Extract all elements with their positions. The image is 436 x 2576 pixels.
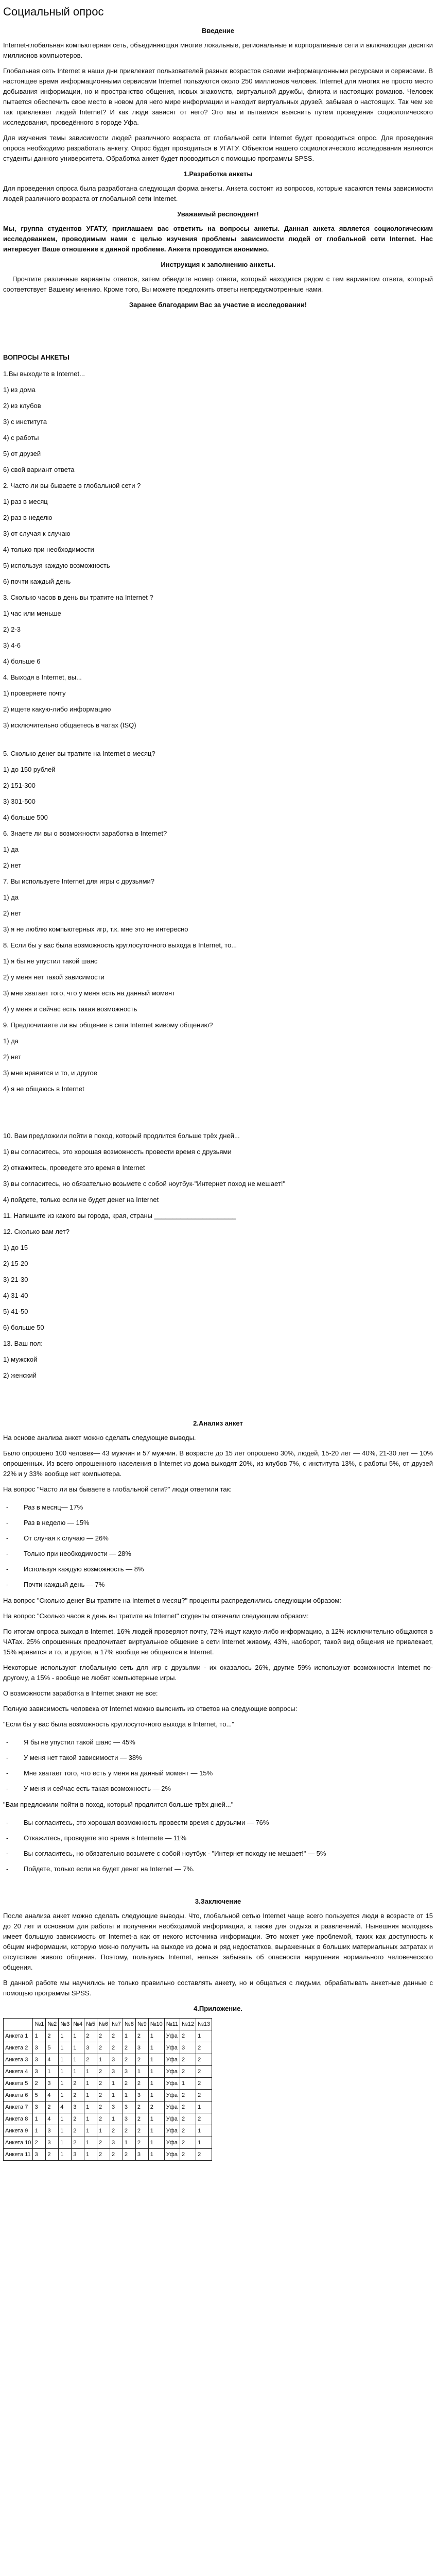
question-line: 4) больше 500 <box>3 814 48 821</box>
question-line: 3) я не люблю компьютерных игр, т.к. мне это не интересно <box>3 925 188 933</box>
question-line: 1) из дома <box>3 386 36 394</box>
bullet-item: - Раз в неделю — 15% <box>3 1515 433 1531</box>
intro-paragraph: Глобальная сеть Internet в наши дни привлекает пользователей разных возрастов своими информационными ресурсами и сервисами. В настоящее время информационными сервисами Internet пользуются около 250 миллионов человек. Internet для многих не просто место добывания информации, но и пространство общения, новых знакомств, виртуальной дружбы, флирта и настоящих романов. Человек пытается обеспечить свое место в новом для него мире информации и находит виртуальных друзей, забывая о настоящих. Так чем же так привлекает людей Internet? И как люди зависят от него? Это мы и пытаемся выяснить путем проведения социологического исследования, проведённого в городе Уфа. <box>3 67 433 126</box>
table-cell: 3 <box>110 2066 123 2078</box>
table-header-cell: №6 <box>97 2019 110 2030</box>
question-line: 3) 301-500 <box>3 798 36 805</box>
question-line: 1) час или меньше <box>3 609 61 617</box>
table-cell: 3 <box>135 2149 148 2161</box>
table-cell: Анкета 8 <box>4 2113 33 2125</box>
table-header-cell: №8 <box>123 2019 135 2030</box>
table-row <box>4 2137 212 2149</box>
table-cell: 2 <box>196 2066 212 2078</box>
question-line: 2) 2-3 <box>3 625 21 633</box>
question-line: 2) 15-20 <box>3 1260 28 1267</box>
table-cell: 2 <box>180 2149 196 2161</box>
appendix-table <box>3 2018 212 2161</box>
table-cell: 3 <box>46 2078 59 2090</box>
table-cell: 2 <box>97 2113 110 2125</box>
table-cell: 3 <box>84 2042 97 2054</box>
question-line: 2) раз в неделю <box>3 514 53 521</box>
table-header-cell: №5 <box>84 2019 97 2030</box>
table-cell: 3 <box>33 2102 46 2113</box>
table-cell: 2 <box>97 2078 110 2090</box>
table-cell: 1 <box>196 2125 212 2137</box>
questions-heading: ВОПРОСЫ АНКЕТЫ <box>3 353 69 361</box>
table-cell: 2 <box>110 2149 123 2161</box>
question-line: 3) мне хватает того, что у меня есть на данный момент <box>3 989 176 997</box>
table-cell: 2 <box>148 2102 164 2113</box>
question-line: 6) больше 50 <box>3 1324 44 1331</box>
question-line: 3) исключительно общаетесь в чатах (ISQ) <box>3 721 136 729</box>
bullet-item: - У меня и сейчас есть такая возможность — 2% <box>3 1781 433 1797</box>
table-cell: 1 <box>59 2149 72 2161</box>
question-line: 1) до 15 <box>3 1244 28 1251</box>
table-cell: 2 <box>72 2090 84 2102</box>
table-row <box>4 2030 212 2042</box>
table-cell: 2 <box>110 2030 123 2042</box>
table-cell: 2 <box>180 2102 196 2113</box>
question-line: 2) женский <box>3 1371 37 1379</box>
table-cell: 1 <box>33 2030 46 2042</box>
question-line: 3) от случая к случаю <box>3 530 71 537</box>
table-cell: 1 <box>84 2102 97 2113</box>
table-cell: 2 <box>33 2137 46 2149</box>
table-cell: 1 <box>148 2137 164 2149</box>
table-cell: Анкета 5 <box>4 2078 33 2090</box>
table-header-cell: №3 <box>59 2019 72 2030</box>
table-cell: 3 <box>33 2066 46 2078</box>
question-line: 6) свой вариант ответа <box>3 466 75 473</box>
table-cell: 2 <box>97 2066 110 2078</box>
question-line: 5) используя каждую возможность <box>3 562 110 569</box>
table-cell: 1 <box>84 2090 97 2102</box>
table-cell: 2 <box>196 2054 212 2066</box>
table-header-cell: №11 <box>164 2019 180 2030</box>
question-line: 3. Сколько часов в день вы тратите на Internet ? <box>3 594 153 601</box>
bullet-item: - Откажитесь, проведете это время в Internete — 11% <box>3 1831 433 1846</box>
table-cell: Уфа <box>164 2113 180 2125</box>
table-row <box>4 2042 212 2054</box>
question-line: 2. Часто ли вы бываете в глобальной сети ? <box>3 482 141 489</box>
question-line: 3) 21-30 <box>3 1276 28 1283</box>
table-header-cell: №7 <box>110 2019 123 2030</box>
table-cell: Уфа <box>164 2125 180 2137</box>
table-cell: 2 <box>97 2090 110 2102</box>
question-line: 1) мужской <box>3 1355 38 1363</box>
table-row <box>4 2149 212 2161</box>
table-cell: 1 <box>148 2030 164 2042</box>
table-cell: 2 <box>84 2030 97 2042</box>
table-cell: Уфа <box>164 2149 180 2161</box>
question-line: 2) ищете какую-либо информацию <box>3 705 111 713</box>
question-line: 3) вы согласитесь, но обязательно возьмете с собой ноутбук-"Интернет поход не мешает!" <box>3 1180 286 1188</box>
table-cell: 1 <box>148 2078 164 2090</box>
table-cell: 2 <box>196 2042 212 2054</box>
question-line: 2) откажитесь, проведете это время в Internet <box>3 1164 145 1172</box>
table-cell: 2 <box>123 2042 135 2054</box>
question-line: 1.Вы выходите в Internet... <box>3 370 85 378</box>
table-cell: 2 <box>180 2054 196 2066</box>
question-line: 2) нет <box>3 909 22 917</box>
analysis-paragraph: "Если бы у вас была возможность круглосуточного выхода в Internet, то..." <box>3 1720 234 1728</box>
table-cell: 3 <box>110 2102 123 2113</box>
intro-paragraph: Internet-глобальная компьютерная сеть, объединяющая многие локальные, региональные и корпоративные сети и включающая десятки миллионов компьютеров. <box>3 41 433 59</box>
table-cell: Уфа <box>164 2042 180 2054</box>
table-cell: Анкета 4 <box>4 2066 33 2078</box>
analysis-paragraph: На вопрос "Сколько денег Вы тратите на Internet в месяц?" проценты распределились следующим образом: <box>3 1597 341 1604</box>
table-cell: 1 <box>59 2078 72 2090</box>
table-cell: 2 <box>196 2078 212 2090</box>
table-cell: 2 <box>123 2054 135 2066</box>
section3-heading: 3.Заключение <box>195 1897 241 1905</box>
analysis-paragraph: Некоторые используют глобальную сеть для игр с друзьями - их оказалось 26%, другие 59% используют возможности Internet по-другому, а 15% - вообще не любят компьютерные игры. <box>3 1664 433 1682</box>
table-cell: 1 <box>135 2066 148 2078</box>
table-cell: 1 <box>110 2113 123 2125</box>
table-cell: 3 <box>46 2125 59 2137</box>
table-cell: 1 <box>196 2030 212 2042</box>
table-cell: 1 <box>59 2125 72 2137</box>
question-line: 1) да <box>3 893 19 901</box>
table-cell: 1 <box>196 2137 212 2149</box>
table-cell: 2 <box>180 2137 196 2149</box>
question-line: 7. Вы используете Internet для игры с друзьями? <box>3 877 154 885</box>
bullet-item: - Почти каждый день — 7% <box>3 1577 433 1592</box>
table-cell: 1 <box>84 2137 97 2149</box>
table-cell: 2 <box>135 2137 148 2149</box>
table-cell: 2 <box>97 2030 110 2042</box>
table-cell: 3 <box>110 2054 123 2066</box>
table-cell: Уфа <box>164 2030 180 2042</box>
question-line: 12. Сколько вам лет? <box>3 1228 69 1235</box>
appeal-greeting: Уважаемый респондент! <box>177 210 259 218</box>
table-header-cell: №12 <box>180 2019 196 2030</box>
table-cell: 2 <box>97 2042 110 2054</box>
table-cell: 3 <box>46 2137 59 2149</box>
table-cell: 2 <box>123 2078 135 2090</box>
analysis-paragraph: На основе анализа анкет можно сделать следующие выводы. <box>3 1434 196 1442</box>
table-cell: 1 <box>84 2066 97 2078</box>
questions-block-2 <box>3 745 433 1097</box>
table-cell: 1 <box>148 2054 164 2066</box>
table-cell: 2 <box>180 2030 196 2042</box>
table-cell: 4 <box>59 2102 72 2113</box>
bullet-item: - Раз в месяц— 17% <box>3 1500 433 1515</box>
question-line: 2) из клубов <box>3 402 41 410</box>
table-cell: Анкета 11 <box>4 2149 33 2161</box>
table-cell: 2 <box>180 2090 196 2102</box>
analysis-paragraph: На вопрос "Сколько часов в день вы тратите на Internet" студенты отвечали следующим образом: <box>3 1612 309 1620</box>
section4-heading: 4.Приложение. <box>194 2005 242 2012</box>
table-cell: 1 <box>59 2113 72 2125</box>
question-line: 5. Сколько денег вы тратите на Internet в месяц? <box>3 750 155 757</box>
bullet-item: - Пойдете, только если не будет денег на Internet — 7%. <box>3 1861 433 1877</box>
table-cell: 3 <box>123 2066 135 2078</box>
table-cell: 2 <box>97 2149 110 2161</box>
table-cell: 1 <box>97 2054 110 2066</box>
table-cell: 3 <box>123 2113 135 2125</box>
question-line: 3) мне нравится и то, и другое <box>3 1069 97 1077</box>
table-header-cell: №1 <box>33 2019 46 2030</box>
table-row <box>4 2090 212 2102</box>
table-cell: 5 <box>46 2042 59 2054</box>
table-cell: 1 <box>148 2042 164 2054</box>
table-cell: Уфа <box>164 2054 180 2066</box>
bullet-item: - Мне хватает того, что есть у меня на данный момент — 15% <box>3 1766 433 1781</box>
table-cell: 3 <box>72 2102 84 2113</box>
bullet-item: - Вы согласитесь, но обязательно возьмете с собой ноутбук - "Интернет походу не мешает!" — 5% <box>3 1846 433 1861</box>
question-line: 10. Вам предложили пойти в поход, который продлится больше трёх дней... <box>3 1132 240 1140</box>
table-cell: 2 <box>196 2090 212 2102</box>
table-cell: Анкета 6 <box>4 2090 33 2102</box>
question-line: 4) только при необходимости <box>3 546 94 553</box>
table-cell: 1 <box>148 2125 164 2137</box>
question-line: 1) я бы не упустил такой шанс <box>3 957 98 965</box>
analysis-paragraph: Полную зависимость человека от Internet можно выяснить из ответов на следующие вопросы: <box>3 1705 298 1713</box>
table-cell: Уфа <box>164 2102 180 2113</box>
question-line: 8. Если бы у вас была возможность круглосуточного выхода в Internet, то... <box>3 941 237 949</box>
table-cell: 1 <box>123 2137 135 2149</box>
table-cell: Уфа <box>164 2137 180 2149</box>
table-cell: Уфа <box>164 2090 180 2102</box>
table-cell: 1 <box>84 2125 97 2137</box>
table-cell: Уфа <box>164 2066 180 2078</box>
question-line: 1) до 150 рублей <box>3 766 56 773</box>
table-header-cell: №9 <box>135 2019 148 2030</box>
intro-paragraph: Для изучения темы зависимости людей различного возраста от глобальной сети Internet будет проводиться опрос. Для проведения опроса необходимо разработать анкету. Опрос будет проводиться в УГАТУ. Объектом нашего социологического исследования являются студенты данного университета. Обработка анкет будет проводиться с помощью программы SPSS. <box>3 134 433 162</box>
table-header-cell: №4 <box>72 2019 84 2030</box>
question-line: 2) нет <box>3 1053 22 1061</box>
question-line: 4. Выходя в Internet, вы... <box>3 673 82 681</box>
question-line: 11. Напишите из какого вы города, края, страны ______________________ <box>3 1212 236 1219</box>
question-line: 3) 4-6 <box>3 641 21 649</box>
table-cell: 3 <box>135 2042 148 2054</box>
table-cell: 2 <box>97 2102 110 2113</box>
question-line: 4) больше 6 <box>3 657 41 665</box>
analysis-paragraph: На вопрос "Часто ли вы бываете в глобальной сети?" люди ответили так: <box>3 1485 232 1493</box>
analysis-paragraph: О возможности заработка в Internet знают не все: <box>3 1689 158 1697</box>
table-cell: 1 <box>72 2030 84 2042</box>
intro-heading: Введение <box>202 27 234 35</box>
section1-paragraph: Для проведения опроса была разработана следующая форма анкеты. Анкета состоит из вопросов, которые касаются темы зависимости людей различного возраста от глобальной сети Internet. <box>3 184 433 202</box>
table-cell: 1 <box>72 2066 84 2078</box>
question-line: 4) у меня и сейчас есть такая возможность <box>3 1005 137 1013</box>
table-cell: 2 <box>33 2078 46 2090</box>
instructions-heading: Инструкция к заполнению анкеты. <box>161 261 275 268</box>
table-cell: 1 <box>72 2042 84 2054</box>
table-cell: 1 <box>84 2113 97 2125</box>
table-cell: 2 <box>46 2102 59 2113</box>
table-cell: 1 <box>84 2149 97 2161</box>
hike-list <box>3 1815 433 1877</box>
table-cell: 2 <box>135 2125 148 2137</box>
table-cell: 2 <box>46 2030 59 2042</box>
table-row <box>4 2102 212 2113</box>
section1-heading: 1.Разработка анкеты <box>183 170 253 178</box>
question-line: 4) с работы <box>3 434 39 442</box>
bullet-item: - У меня нет такой зависимости — 38% <box>3 1750 433 1766</box>
table-cell: 2 <box>135 2030 148 2042</box>
table-cell: 1 <box>33 2125 46 2137</box>
table-cell: Уфа <box>164 2078 180 2090</box>
page-title: Социальный опрос <box>3 5 104 18</box>
table-cell: 4 <box>46 2113 59 2125</box>
table-cell: 1 <box>97 2125 110 2137</box>
question-line: 2) 151-300 <box>3 782 36 789</box>
question-line: 4) 31-40 <box>3 1292 28 1299</box>
table-cell: 1 <box>148 2113 164 2125</box>
table-cell: 1 <box>148 2090 164 2102</box>
question-line: 3) с института <box>3 418 47 426</box>
table-cell: Анкета 9 <box>4 2125 33 2137</box>
table-cell: 2 <box>72 2125 84 2137</box>
table-row <box>4 2066 212 2078</box>
questions-block-1 <box>3 366 433 733</box>
table-row <box>4 2078 212 2090</box>
question-line: 1) да <box>3 845 19 853</box>
table-cell: 1 <box>123 2090 135 2102</box>
table-header-row <box>4 2019 212 2030</box>
table-cell: Анкета 3 <box>4 2054 33 2066</box>
analysis-paragraph: По итогам опроса выходя в Internet, 16% людей проверяют почту, 72% ищут какую-либо информацию, а 12% исключительно общаются в ЧАТах. 25% опрошенных предпочитает виртуальное общение в сети Internet живому, 43%, наоборот, такой вид общения не привлекает, 15% нравится и то, и другое, а 17% вообще не общаются в Internet. <box>3 1628 433 1656</box>
table-cell: 1 <box>72 2054 84 2066</box>
table-cell: 1 <box>196 2102 212 2113</box>
table-cell: 3 <box>33 2042 46 2054</box>
conclusion-paragraph: В данной работе мы научились не только правильно составлять анкету, но и общаться с людьми, обрабатывать анкетные данные с помощью программы SPSS. <box>3 1979 433 1997</box>
table-cell: 2 <box>97 2137 110 2149</box>
table-cell: 1 <box>59 2066 72 2078</box>
question-line: 13. Ваш пол: <box>3 1340 43 1347</box>
table-cell: 2 <box>196 2149 212 2161</box>
section2-heading: 2.Анализ анкет <box>193 1419 243 1427</box>
table-cell: 1 <box>33 2113 46 2125</box>
table-header-cell: №13 <box>196 2019 212 2030</box>
question-line: 9. Предпочитаете ли вы общение в сети Internet живому общению? <box>3 1021 213 1029</box>
table-cell: 4 <box>46 2054 59 2066</box>
table-cell: 2 <box>123 2125 135 2137</box>
analysis-paragraph: "Вам предложили пойти в поход, который продлится больше трёх дней..." <box>3 1801 234 1808</box>
questions-block-3 <box>3 1128 433 1383</box>
table-cell: 5 <box>33 2090 46 2102</box>
table-cell: 2 <box>72 2078 84 2090</box>
table-cell: 3 <box>135 2090 148 2102</box>
table-cell: 1 <box>110 2090 123 2102</box>
question-line: 1) раз в месяц <box>3 498 48 505</box>
table-cell: Анкета 2 <box>4 2042 33 2054</box>
instructions-text: Прочтите различные варианты ответов, затем обведите номер ответа, который находится рядом с тем вариантом ответа, который соответствует Вашему мнению. Кроме того, Вы можете предложить ответы непредусмотренные нами. <box>3 275 433 293</box>
table-cell: Анкета 7 <box>4 2102 33 2113</box>
question-line: 5) от друзей <box>3 450 41 457</box>
bullet-item: - Вы согласитесь, это хорошая возможность провести время с друзьями — 76% <box>3 1815 433 1831</box>
table-cell: 2 <box>46 2149 59 2161</box>
table-cell: 1 <box>46 2066 59 2078</box>
table-row <box>4 2125 212 2137</box>
question-line: 2) нет <box>3 861 22 869</box>
question-line: 6) почти каждый день <box>3 578 71 585</box>
table-cell: 1 <box>59 2054 72 2066</box>
table-cell: 1 <box>59 2042 72 2054</box>
appeal-text: Мы, группа студентов УГАТУ, приглашаем вас ответить на вопросы анкеты. Данная анкета является социологическим исследованием, проводимым нами с целью изучения проблемы зависимости людей от глобальной сети Internet. Нас интересует Ваше отношение к данной проблеме. Анкета проводится анонимно. <box>3 225 433 253</box>
table-cell: 1 <box>148 2066 164 2078</box>
table-cell: 3 <box>180 2042 196 2054</box>
bullet-item: - Я бы не упустил такой шанс — 45% <box>3 1735 433 1750</box>
bullet-item: - Только при необходимости — 28% <box>3 1546 433 1562</box>
table-cell: 1 <box>59 2030 72 2042</box>
question-line: 6. Знаете ли вы о возможности заработка в Internet? <box>3 829 167 837</box>
table-cell: 1 <box>110 2078 123 2090</box>
table-header-cell <box>4 2019 33 2030</box>
table-cell: 1 <box>59 2137 72 2149</box>
table-header-cell: №10 <box>148 2019 164 2030</box>
question-line: 4) я не общаюсь в Internet <box>3 1085 84 1093</box>
table-cell: 2 <box>72 2113 84 2125</box>
table-cell: 3 <box>33 2054 46 2066</box>
table-row <box>4 2054 212 2066</box>
table-row <box>4 2113 212 2125</box>
bullet-item: - От случая к случаю — 26% <box>3 1531 433 1546</box>
frequency-list <box>3 1500 433 1592</box>
table-cell: 2 <box>123 2149 135 2161</box>
table-cell: 2 <box>72 2137 84 2149</box>
table-cell: 2 <box>135 2078 148 2090</box>
table-cell: 3 <box>123 2102 135 2113</box>
table-header-cell: №2 <box>46 2019 59 2030</box>
table-cell: 2 <box>180 2125 196 2137</box>
question-line: 1) да <box>3 1037 19 1045</box>
table-cell: 4 <box>46 2090 59 2102</box>
table-cell: 1 <box>59 2090 72 2102</box>
question-line: 2) у меня нет такой зависимости <box>3 973 104 981</box>
roundclock-list <box>3 1735 433 1797</box>
table-cell: 1 <box>180 2078 196 2090</box>
table-cell: 2 <box>196 2113 212 2125</box>
table-cell: 2 <box>110 2125 123 2137</box>
table-cell: 1 <box>84 2078 97 2090</box>
table-cell: 1 <box>123 2030 135 2042</box>
table-cell: 2 <box>135 2102 148 2113</box>
table-cell: 2 <box>135 2113 148 2125</box>
question-line: 4) пойдете, только если не будет денег на Internet <box>3 1196 159 1204</box>
thanks-text: Заранее благодарим Вас за участие в исследовании! <box>129 301 307 309</box>
table-cell: 2 <box>180 2113 196 2125</box>
table-cell: 2 <box>110 2042 123 2054</box>
question-line: 5) 41-50 <box>3 1308 28 1315</box>
table-cell: Анкета 10 <box>4 2137 33 2149</box>
question-line: 1) вы согласитесь, это хорошая возможность провести время с друзьями <box>3 1148 232 1156</box>
table-cell: 2 <box>180 2066 196 2078</box>
analysis-paragraph: Было опрошено 100 человек— 43 мужчин и 57 мужчин. В возрасте до 15 лет опрошено 30%, людей, 15-20 лет — 40%, 21-30 лет — 10% опрошенных. Из всего опрошенного населения в Internet из дома выходят 20%, из клубов 7%, с института 13%, с работы 5%, от друзей 22% и у 33% вообще нет компьютера. <box>3 1449 433 1478</box>
bullet-item: - Используя каждую возможность — 8% <box>3 1562 433 1577</box>
table-cell: 3 <box>110 2137 123 2149</box>
table-cell: 2 <box>135 2054 148 2066</box>
table-cell: Анкета 1 <box>4 2030 33 2042</box>
table-cell: 2 <box>84 2054 97 2066</box>
table-cell: 1 <box>148 2149 164 2161</box>
conclusion-paragraph: После анализа анкет можно сделать следующие выводы. Что, глобальной сетью Internet чаще всего пользуется люди в возрасте от 15 до 20 лет и основном для работы и получения необходимой информации, а также для отдыха и развлечений. Нынешняя молодежь имеет большую зависимость от Internet-а как от некого источника информации. Это может уже проблемой, таких как доступность к общим информации, которую можно получить на выходе из дома и ряд недостатков, выраженных в больших материальных затратах и отсутствие живого общения. Поэтому, пользуясь Internet, нельзя забывать об опасности нарушения нормального человеческого общения. <box>3 1912 433 1971</box>
question-line: 1) проверяете почту <box>3 689 66 697</box>
table-cell: 3 <box>33 2149 46 2161</box>
table-cell: 3 <box>72 2149 84 2161</box>
